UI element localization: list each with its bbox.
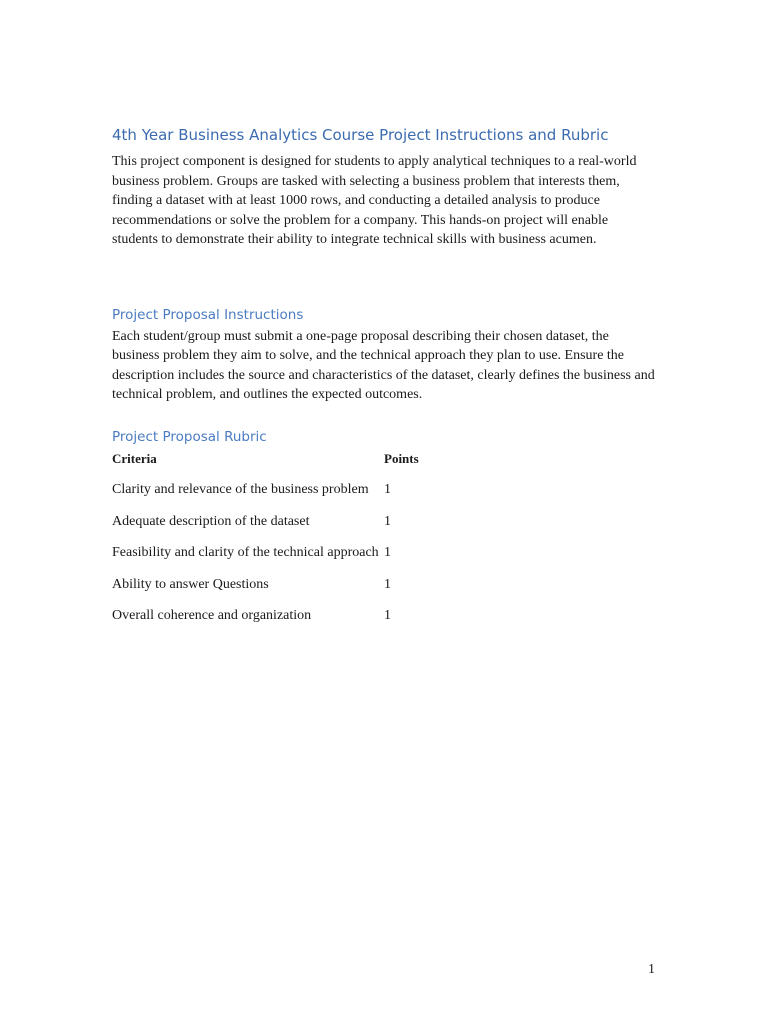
proposal-instructions-heading: Project Proposal Instructions bbox=[112, 306, 304, 323]
rubric-header-criteria: Criteria bbox=[112, 450, 157, 466]
rubric-criteria: Clarity and relevance of the business problem bbox=[112, 482, 369, 497]
rubric-row bbox=[112, 606, 657, 626]
document-content bbox=[112, 124, 657, 638]
rubric-points: 1 bbox=[384, 576, 391, 592]
rubric-criteria: Feasibility and clarity of the technical approach bbox=[112, 545, 379, 560]
rubric-header-row bbox=[112, 449, 657, 469]
rubric-criteria: Ability to answer Questions bbox=[112, 576, 269, 592]
proposal-instructions-paragraph: Each student/group must submit a one-page proposal describing their chosen dataset, the business problem they aim to solve, and the technical approach they plan to use. Ensure the description includes the source and characteristics of the dataset, clearly defines the business and technical problem, and outlines the expected outcomes. bbox=[112, 328, 655, 402]
rubric-table bbox=[112, 449, 657, 626]
rubric-row bbox=[112, 480, 657, 500]
rubric-points: 1 bbox=[384, 608, 391, 623]
rubric-row bbox=[112, 512, 657, 532]
intro-paragraph: This project component is designed for students to apply analytical techniques to a real-world business problem. Groups are tasked with selecting a business problem that interests them, finding a dataset with at least 1000 rows, and conducting a detailed analysis to produce recommendations or solve the problem for a company. This hands-on project will enable students to demonstrate their ability to integrate technical skills with business acumen. bbox=[112, 154, 637, 247]
rubric-criteria: Overall coherence and organization bbox=[112, 608, 312, 623]
rubric-row bbox=[112, 543, 657, 563]
proposal-rubric-heading: Project Proposal Rubric bbox=[112, 428, 267, 445]
page-number: 1 bbox=[648, 962, 655, 977]
rubric-points: 1 bbox=[384, 482, 391, 497]
document-title: 4th Year Business Analytics Course Project Instructions and Rubric bbox=[112, 126, 609, 144]
rubric-points: 1 bbox=[384, 545, 391, 560]
rubric-criteria: Adequate description of the dataset bbox=[112, 513, 310, 529]
rubric-points: 1 bbox=[384, 513, 391, 529]
rubric-header-points: Points bbox=[384, 450, 419, 466]
rubric-row bbox=[112, 575, 657, 595]
